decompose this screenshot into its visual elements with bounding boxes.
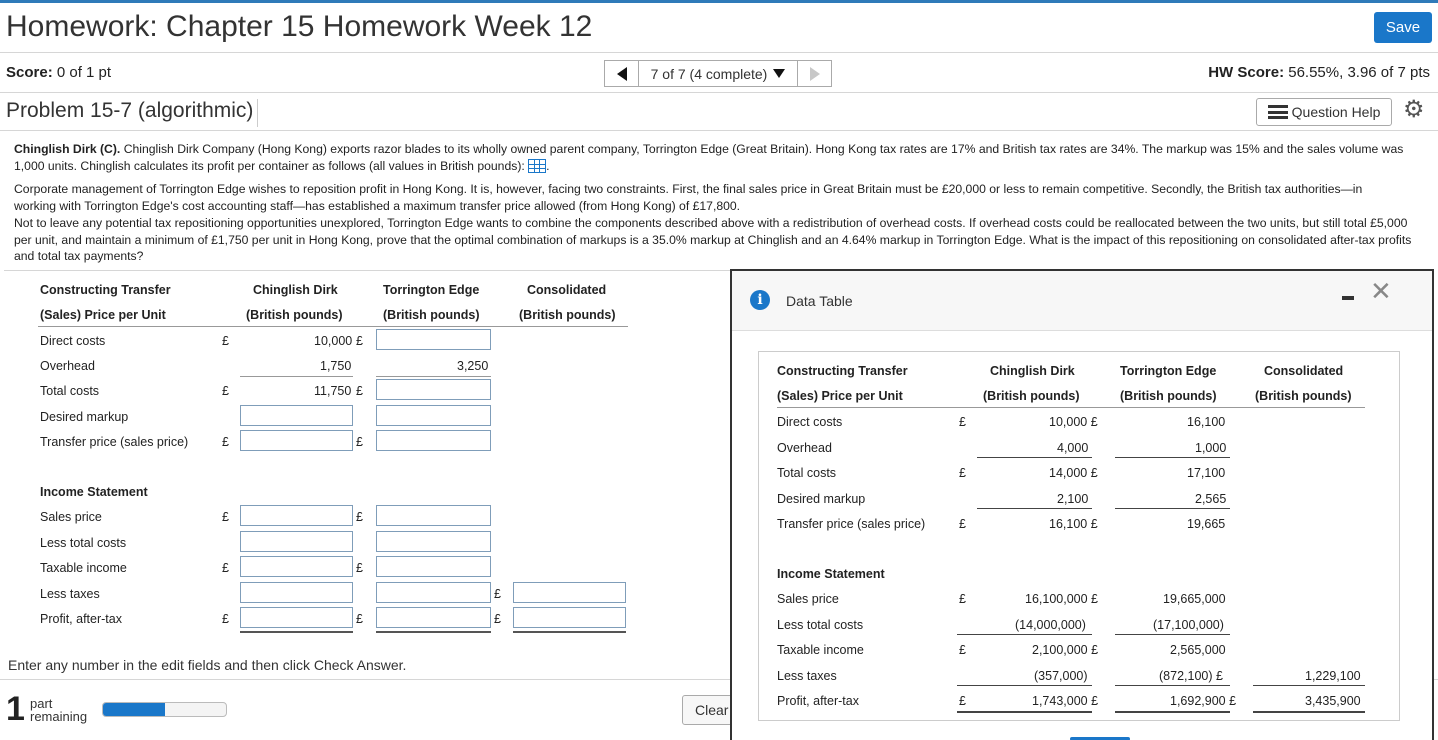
previous-question-button[interactable] — [604, 60, 638, 87]
problem-paragraph-1: Chinglish Dirk (C). Chinglish Dirk Company (Hong Kong) exports razor blades to its wholly owned parent company, Torrington Edge (Great Britain). Hong Kong tax rates are 17% and British tax rates are 34%. The markup was 15% and the sales volume was 1,000 units. Chinglish calculates its profit per container as follows (all values in British pounds): . — [14, 142, 1404, 173]
data-table-dialog — [730, 269, 1434, 740]
row-label: Total costs — [40, 384, 100, 398]
score: Score: 0 of 1 pt — [6, 64, 112, 81]
hw-score: HW Score: 56.55%, 3.96 of 7 pts — [1208, 64, 1430, 81]
sum-rule — [1115, 508, 1230, 509]
gear-icon[interactable]: ⚙ — [1403, 96, 1425, 123]
currency-symbol: £ — [222, 612, 229, 626]
col-header: Torrington Edge — [1120, 364, 1217, 378]
col-header: (British pounds) — [246, 308, 343, 322]
header-rule — [777, 407, 1365, 408]
col-header: Torrington Edge — [383, 283, 480, 297]
currency-symbol: £ — [959, 517, 966, 531]
col-header: Constructing Transfer — [777, 364, 908, 378]
dropdown-arrow-icon — [773, 69, 785, 78]
close-icon[interactable]: ✕ — [1370, 277, 1392, 307]
value: 4,000 — [1057, 441, 1089, 455]
divider — [0, 52, 1438, 53]
progress-bar — [102, 702, 227, 717]
row-label: Profit, after-tax — [40, 612, 122, 626]
total-rule — [1115, 711, 1230, 713]
value: 1,750 — [320, 359, 352, 373]
row-label: Less taxes — [40, 587, 100, 601]
col-header: (British pounds) — [383, 308, 480, 322]
value: 16,100,000 £ — [1025, 592, 1098, 606]
sum-rule — [977, 508, 1092, 509]
row-label: Sales price — [777, 592, 839, 606]
markup-torrington-input[interactable] — [376, 405, 491, 426]
value: 3,435,900 — [1305, 694, 1361, 708]
transfer-price-torrington-input[interactable] — [376, 430, 491, 451]
sales-price-chinglish-input[interactable] — [240, 505, 353, 526]
markup-chinglish-input[interactable] — [240, 405, 353, 426]
value: 1,692,900 £ — [1170, 694, 1237, 708]
currency-symbol: £ — [222, 435, 229, 449]
sales-price-torrington-input[interactable] — [376, 505, 491, 526]
profit-torrington-input[interactable] — [376, 607, 491, 628]
taxes-consolidated-input[interactable] — [513, 582, 626, 603]
currency-symbol: £ — [356, 435, 363, 449]
save-button[interactable]: Save — [1374, 12, 1432, 43]
row-label: Direct costs — [777, 415, 843, 429]
row-label: Less total costs — [777, 618, 864, 632]
value: (357,000) — [1034, 669, 1088, 683]
row-label: Profit, after-tax — [777, 694, 859, 708]
top-accent-bar — [0, 0, 1438, 3]
section-header: Income Statement — [777, 567, 885, 581]
currency-symbol: £ — [959, 592, 966, 606]
answer-worksheet — [0, 270, 730, 650]
value: 10,000 — [314, 334, 353, 348]
value: 1,000 — [1195, 441, 1227, 455]
next-question-button[interactable] — [798, 60, 832, 87]
currency-symbol: £ — [959, 466, 966, 480]
value: 3,250 — [457, 359, 489, 373]
value: 14,000 £ — [1049, 466, 1098, 480]
total-rule — [1253, 711, 1365, 713]
currency-symbol: £ — [494, 587, 501, 601]
parts-remaining-count: 1 — [6, 690, 25, 728]
row-label: Direct costs — [40, 334, 106, 348]
currency-symbol: £ — [222, 510, 229, 524]
currency-symbol: £ — [959, 643, 966, 657]
sum-rule — [977, 457, 1092, 458]
col-header: Consolidated — [1264, 364, 1344, 378]
parts-remaining-label: part remaining — [30, 696, 88, 724]
list-icon — [1268, 105, 1288, 119]
question-nav — [604, 60, 832, 87]
currency-symbol: £ — [356, 612, 363, 626]
value: 2,100,000 £ — [1032, 643, 1099, 657]
currency-symbol: £ — [494, 612, 501, 626]
progress-fill — [103, 703, 165, 716]
profit-chinglish-input[interactable] — [240, 607, 353, 628]
currency-symbol: £ — [356, 510, 363, 524]
col-header: Constructing Transfer — [40, 283, 171, 297]
value: 17,100 — [1187, 466, 1226, 480]
data-table — [758, 351, 1400, 721]
currency-symbol: £ — [356, 384, 363, 398]
sum-rule — [957, 685, 1092, 686]
currency-symbol: £ — [222, 384, 229, 398]
sum-rule — [376, 376, 491, 377]
total-rule — [376, 631, 491, 633]
sum-rule — [1115, 457, 1230, 458]
direct-costs-torrington-input[interactable] — [376, 329, 491, 350]
row-label: Less total costs — [40, 536, 127, 550]
value: 16,100 £ — [1049, 517, 1098, 531]
minimize-icon[interactable] — [1342, 296, 1354, 300]
problem-paragraph-3: Not to leave any potential tax repositioning opportunities unexplored, Torrington Edge wants to combine the components described above with a redistribution of overhead costs. If overhead costs could be reallocated between the two units, but still total £5,000 per unit, and maintain a minimum of £1,750 per unit in Hong Kong, prove that the optimal combination of markups is a 35.0% markup at Chinglish and an 4.64% markup in Torrington Edge. What is the impact of this repositioning on consolidated after-tax profits and total tax payments? — [14, 216, 1412, 263]
col-header: Chinglish Dirk — [990, 364, 1075, 378]
col-header: (Sales) Price per Unit — [777, 389, 903, 403]
row-label: Sales price — [40, 510, 102, 524]
less-costs-torrington-input[interactable] — [376, 531, 491, 552]
triangle-left-icon — [617, 67, 627, 81]
sum-rule — [1115, 634, 1230, 635]
transfer-price-chinglish-input[interactable] — [240, 430, 353, 451]
col-header: (British pounds) — [983, 389, 1080, 403]
row-label: Desired markup — [40, 410, 129, 424]
row-label: Overhead — [40, 359, 95, 373]
clear-all-button[interactable]: Clear — [682, 695, 742, 725]
taxes-chinglish-input[interactable] — [240, 582, 353, 603]
page-title: Homework: Chapter 15 Homework Week 12 — [6, 10, 593, 43]
divider — [0, 130, 1438, 131]
value: 19,665,000 — [1163, 592, 1226, 606]
total-rule — [957, 711, 1092, 713]
col-header: (Sales) Price per Unit — [40, 308, 166, 322]
col-header: (British pounds) — [1120, 389, 1217, 403]
less-costs-chinglish-input[interactable] — [240, 531, 353, 552]
divider — [0, 92, 1438, 93]
data-table-icon[interactable] — [528, 159, 546, 173]
currency-symbol: £ — [959, 694, 966, 708]
problem-paragraph-2: Corporate management of Torrington Edge wishes to reposition profit in Hong Kong. It is, however, facing two constraints. First, the final sales price in Great Britain must be £20,000 or less to remain competitive. Secondly, the British tax authorities—in working with Torrington Edge's cost accounting staff—has established a maximum transfer price allowed (from Hong Kong) of £17,800. — [14, 182, 1363, 213]
sum-rule — [1115, 685, 1230, 686]
row-label: Total costs — [777, 466, 837, 480]
row-label: Taxable income — [40, 561, 127, 575]
problem-title: Problem 15-7 (algorithmic) — [6, 99, 258, 127]
question-help-button[interactable]: Question Help — [1256, 98, 1392, 126]
value: 10,000 £ — [1049, 415, 1098, 429]
currency-symbol: £ — [222, 334, 229, 348]
currency-symbol: £ — [959, 415, 966, 429]
row-label: Desired markup — [777, 492, 866, 506]
row-label: Transfer price (sales price) — [777, 517, 926, 531]
value: 1,229,100 — [1305, 669, 1361, 683]
value: (14,000,000) — [1015, 618, 1086, 632]
row-label: Overhead — [777, 441, 832, 455]
total-costs-torrington-input[interactable] — [376, 379, 491, 400]
value: 2,100 — [1057, 492, 1089, 506]
total-rule — [513, 631, 626, 633]
currency-symbol: £ — [222, 561, 229, 575]
currency-symbol: £ — [356, 334, 363, 348]
dialog-header[interactable] — [732, 271, 1432, 331]
col-header: (British pounds) — [1255, 389, 1352, 403]
currency-symbol: £ — [356, 561, 363, 575]
row-label: Taxable income — [777, 643, 864, 657]
value: (17,100,000) — [1153, 618, 1224, 632]
section-header: Income Statement — [40, 485, 148, 499]
sum-rule — [240, 376, 353, 377]
col-header: Consolidated — [527, 283, 607, 297]
total-rule — [240, 631, 353, 633]
row-label: Transfer price (sales price) — [40, 435, 189, 449]
col-header: (British pounds) — [519, 308, 616, 322]
taxable-chinglish-input[interactable] — [240, 556, 353, 577]
row-label: Less taxes — [777, 669, 837, 683]
value: 19,665 — [1187, 517, 1226, 531]
value: 16,100 — [1187, 415, 1226, 429]
profit-consolidated-input[interactable] — [513, 607, 626, 628]
header-rule — [38, 326, 628, 327]
value: 1,743,000 £ — [1032, 694, 1099, 708]
value: 2,565,000 — [1170, 643, 1226, 657]
instruction-text: Enter any number in the edit fields and then click Check Answer. — [8, 657, 407, 673]
value: 11,750 — [314, 384, 352, 398]
value: (872,100) £ — [1159, 669, 1223, 683]
sum-rule — [957, 634, 1092, 635]
sum-rule — [1253, 685, 1365, 686]
triangle-right-icon — [810, 67, 820, 81]
question-selector[interactable]: 7 of 7 (4 complete) — [638, 60, 798, 87]
taxable-torrington-input[interactable] — [376, 556, 491, 577]
taxes-torrington-input[interactable] — [376, 582, 491, 603]
col-header: Chinglish Dirk — [253, 283, 338, 297]
value: 2,565 — [1195, 492, 1227, 506]
info-icon: i — [750, 290, 770, 310]
dialog-title: Data Table — [786, 293, 853, 309]
